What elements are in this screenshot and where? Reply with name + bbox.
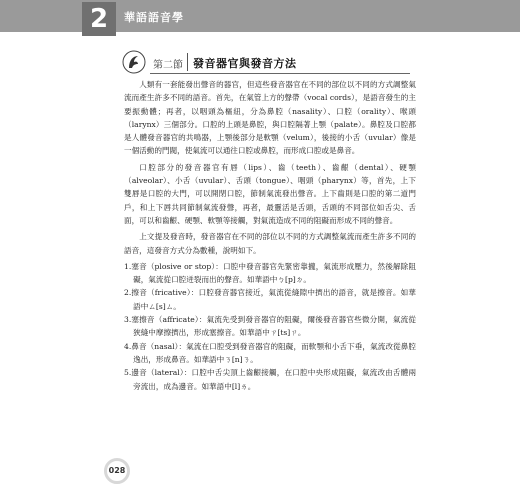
section-rule <box>150 73 410 74</box>
list-item: 3.塞擦音（affricate）：氣流先受到發音器官的阻礙，爾後發音器官些微分開，氣流從狹縫中摩擦擠出，形成塞擦音。如華語中ㄗ[ts]ㄗ。 <box>124 315 416 338</box>
section-title: 發音器官與發音方法 <box>193 57 297 70</box>
section-divider <box>187 53 188 71</box>
manner-list <box>124 260 416 393</box>
page-number: 028 <box>104 458 130 484</box>
list-item: 2.擦音（fricative）：口腔發音器官接近，氣流從縫隙中擠出的語音，就是擦音。如華語中ㄙ[s]ㄙ。 <box>124 288 416 311</box>
paragraph: 口腔部分的發音器官有唇（lips）、齒（teeth）、齒齦（dental）、硬顎（alveolar）、小舌（uvular）、舌頭（tongue）、咽頭（pharynx）等，首先，上下雙唇是口腔的大門，可以開閉口腔，節制氣流發出聲音。上下齒則是口腔的第二道門戶，和上下唇共同節制氣流發聲，再者，最靈活是舌頭，舌頭的不同部位如舌尖、舌面，可以和齒齦、硬顎、軟顎等接觸，對氣流造成不同的阻礙而形成不同的聲音。 <box>124 162 416 225</box>
chapter-number: 2 <box>82 2 116 36</box>
paragraph: 人類有一套能發出聲音的器官，但這些發音器官在不同的部位以不同的方式調整氣流而產生許多不同的語音。首先，在氣管上方的聲帶（vocal cords），是語音發生的主要振動體；再者，以咽頭為樞紐，分為鼻腔（nasality）、口腔（orality）、喉頭（larynx）三個部分。口腔的上頭是鼻腔，與口腔隔著上顎（palate）。鼻腔及口腔都是人體發音器官的共鳴器，上顎後部分是軟顎（velum），後接的小舌（uvular）像是一個活動的門閥，使氣流可以通往口腔或鼻腔，而形成口腔或是鼻音。 <box>124 80 416 156</box>
body-text <box>124 78 416 393</box>
list-item: 5.邊音（lateral）：口腔中舌尖頂上齒齦接觸，在口腔中央形成阻礙，氣流改由舌體兩旁流出，成為邊音。如華語中[l]ㄌ。 <box>124 368 416 391</box>
section-emblem-icon <box>122 50 146 74</box>
paragraph: 上文提及發音時，發音器官在不同的部位以不同的方式調整氣流而產生許多不同的語音，這發音方式分為數種，說明如下。 <box>124 232 416 255</box>
header-band <box>0 0 520 32</box>
list-item: 4.鼻音（nasal）：氣流在口腔受到發音器官的阻礙，而軟顎和小舌下垂，氣流改從鼻腔逸出，形成鼻音。如華語中ㄋ[n]ㄋ。 <box>124 341 416 364</box>
list-item: 1.塞音（plosive or stop）：口腔中發音器官先緊密靠攏，氣流形成壓力，然後解除阻礙，氣流從口腔迸裂而出的聲音。如華語中ㄅ[p]ㄉ。 <box>124 261 416 285</box>
running-title: 華語語音學 <box>124 11 184 24</box>
section-label: 第二節 <box>153 60 183 71</box>
